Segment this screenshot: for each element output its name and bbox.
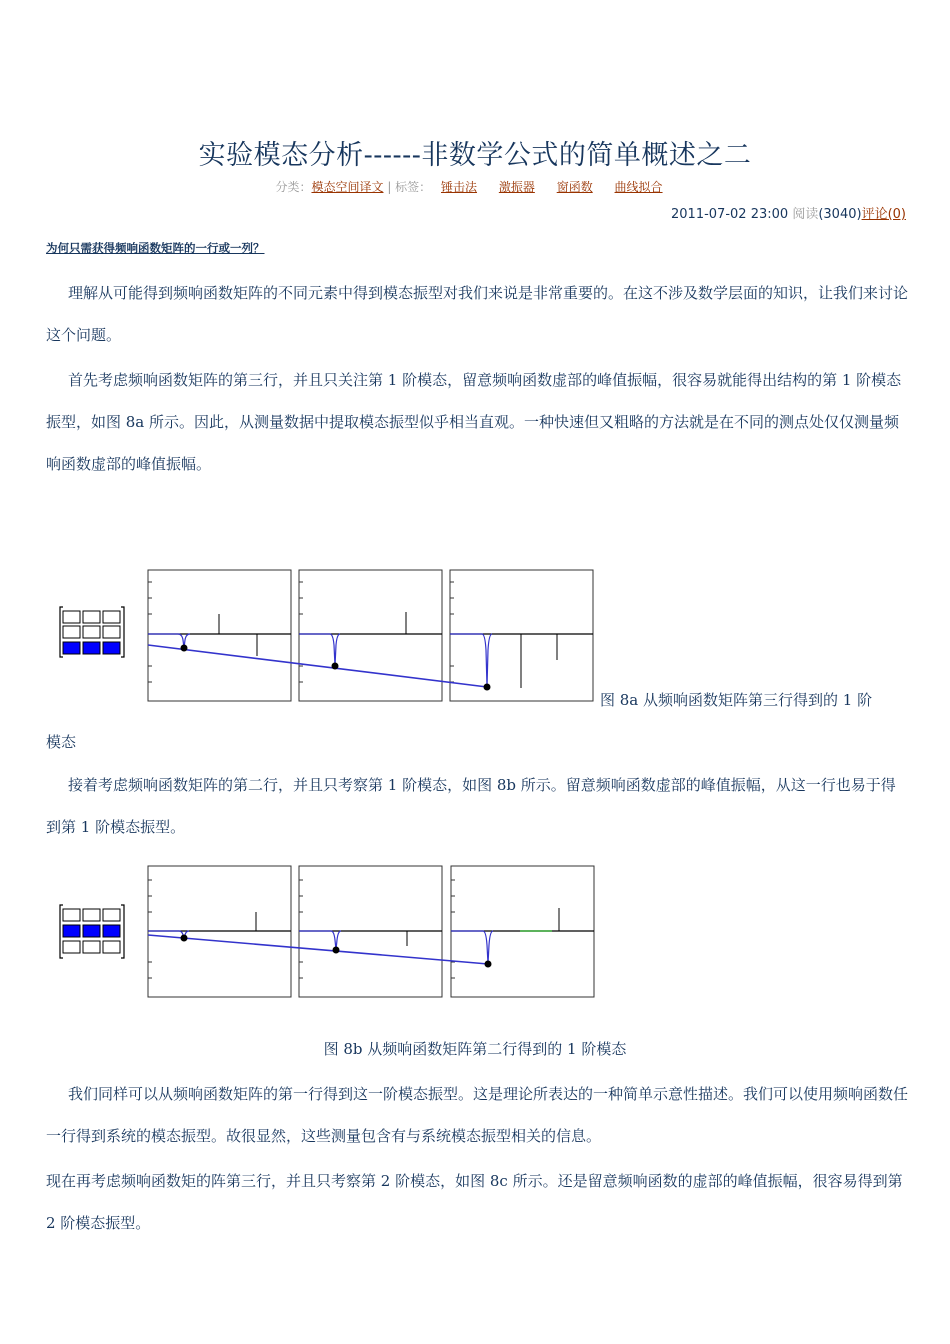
reads-count: (3040) (818, 207, 862, 222)
comments-link[interactable]: 评论 (861, 207, 888, 222)
dateline (671, 203, 906, 222)
reads-label: 阅读 (792, 207, 819, 222)
question-heading[interactable]: 为何只需获得频响函数矩阵的一行或一列？ (46, 241, 265, 255)
figure-8a-caption: 图 8a 从频响函数矩阵第三行得到的 1 阶 (600, 691, 873, 709)
page-title: 实验模态分析------非数学公式的简单概述之二 (198, 140, 752, 171)
tags-label: | 标签： (387, 180, 432, 194)
figure-8a-caption-cont: 模态 (46, 733, 77, 751)
paragraph-4: 我们同样可以从频响函数矩阵的第一行得到这一阶模态振型。这是理论所表达的一种简单示意性描述。我们可以使用频响函数任一行得到系统的模态振型。故很显然，这些测量包含有与系统模态振型相关的信息。 (46, 1085, 909, 1145)
category-label: 分类： (275, 180, 312, 194)
tag-link-curvefit[interactable]: 曲线拟合 (614, 180, 663, 194)
paragraph-3: 接着考虑频响函数矩阵的第二行，并且只考察第 1 阶模态，如图 8b 所示。留意频响函数虚部的峰值振幅，从这一行也易于得到第 1 阶模态振型。 (46, 776, 896, 836)
tag-link-hammer[interactable]: 锤击法 (441, 180, 478, 194)
paragraph-2: 首先考虑频响函数矩阵的第三行，并且只关注第 1 阶模态，留意频响函数虚部的峰值振幅，很容易就能得出结构的第 1 阶模态振型，如图 8a 所示。因此，从测量数据中提取模态振型似乎相当直观。一种快速但又粗略的方法就是在不同的测点处仅仅测量频响函数虚部的峰值振幅。 (46, 371, 902, 473)
paragraph-5: 现在再考虑频响函数矩的阵第三行，并且只考察第 2 阶模态，如图 8c 所示。还是留意频响函数的虚部的峰值振幅，很容易得到第 2 阶模态振型。 (46, 1172, 903, 1232)
comments-count[interactable]: (0) (887, 207, 906, 222)
matrix-icon-8a (60, 607, 124, 657)
figure-8b-caption: 图 8b 从频响函数矩阵第二行得到的 1 阶模态 (323, 1040, 627, 1058)
tag-link-window[interactable]: 窗函数 (556, 180, 593, 194)
article-meta (0, 178, 950, 195)
post-date: 2011-07-02 23:00 (671, 207, 789, 222)
matrix-icon-8b (60, 905, 124, 958)
paragraph-1: 理解从可能得到频响函数矩阵的不同元素中得到模态振型对我们来说是非常重要的。在这不涉及数学层面的知识，让我们来讨论这个问题。 (46, 284, 909, 344)
tag-link-shaker[interactable]: 激振器 (498, 180, 535, 194)
category-link[interactable]: 模态空间译文 (311, 180, 384, 194)
